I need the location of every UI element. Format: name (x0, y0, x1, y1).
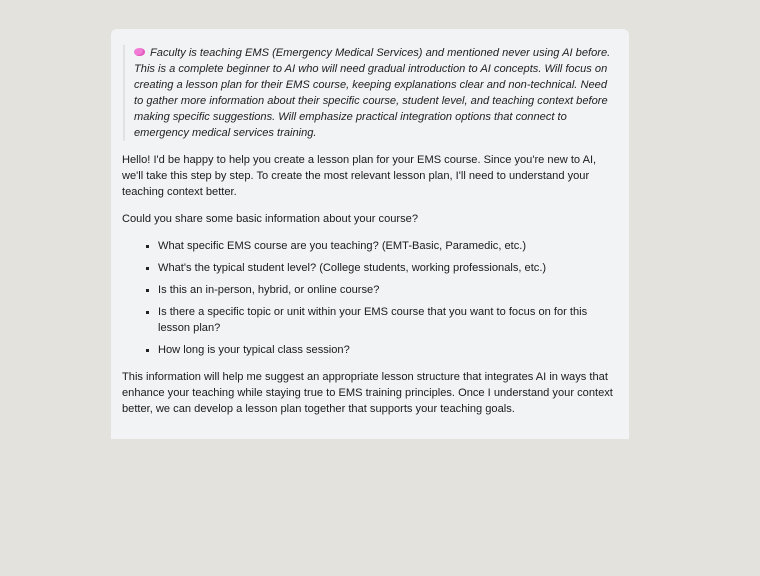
closing-paragraph: This information will help me suggest an appropriate lesson structure that integrates AI in ways that enhance your teaching while staying true to EMS training principles. Once I understand your context better, we can develop a lesson plan together that supports your teaching goals. (122, 371, 613, 415)
thinking-text: Faculty is teaching EMS (Emergency Medical Services) and mentioned never using AI before. This is a complete beginner to AI who will need gradual introduction to AI concepts. Will focus on creating a lesson plan for their EMS course, keeping explanations clear and non-technical. Need to gather more information about their specific course, student level, and teaching context before making specific suggestions. Will emphasize practical integration options that connect to emergency medical services training. (134, 47, 611, 139)
list-item: Is there a specific topic or unit within your EMS course that you want to focus on for this lesson plan? (158, 304, 618, 336)
brain-icon (134, 48, 145, 56)
list-item: Is this an in-person, hybrid, or online course? (158, 282, 618, 298)
questions-list (122, 238, 618, 358)
list-item: What specific EMS course are you teaching? (EMT-Basic, Paramedic, etc.) (158, 238, 618, 254)
list-item: How long is your typical class session? (158, 342, 618, 358)
thinking-block (123, 45, 618, 141)
list-item: What's the typical student level? (College students, working professionals, etc.) (158, 260, 618, 276)
assistant-message-card (111, 29, 629, 439)
intro-paragraph: Hello! I'd be happy to help you create a lesson plan for your EMS course. Since you're new to AI, we'll take this step by step. To create the most relevant lesson plan, I'll need to understand your teaching context better. (122, 154, 597, 198)
question-paragraph: Could you share some basic information about your course? (122, 213, 418, 225)
